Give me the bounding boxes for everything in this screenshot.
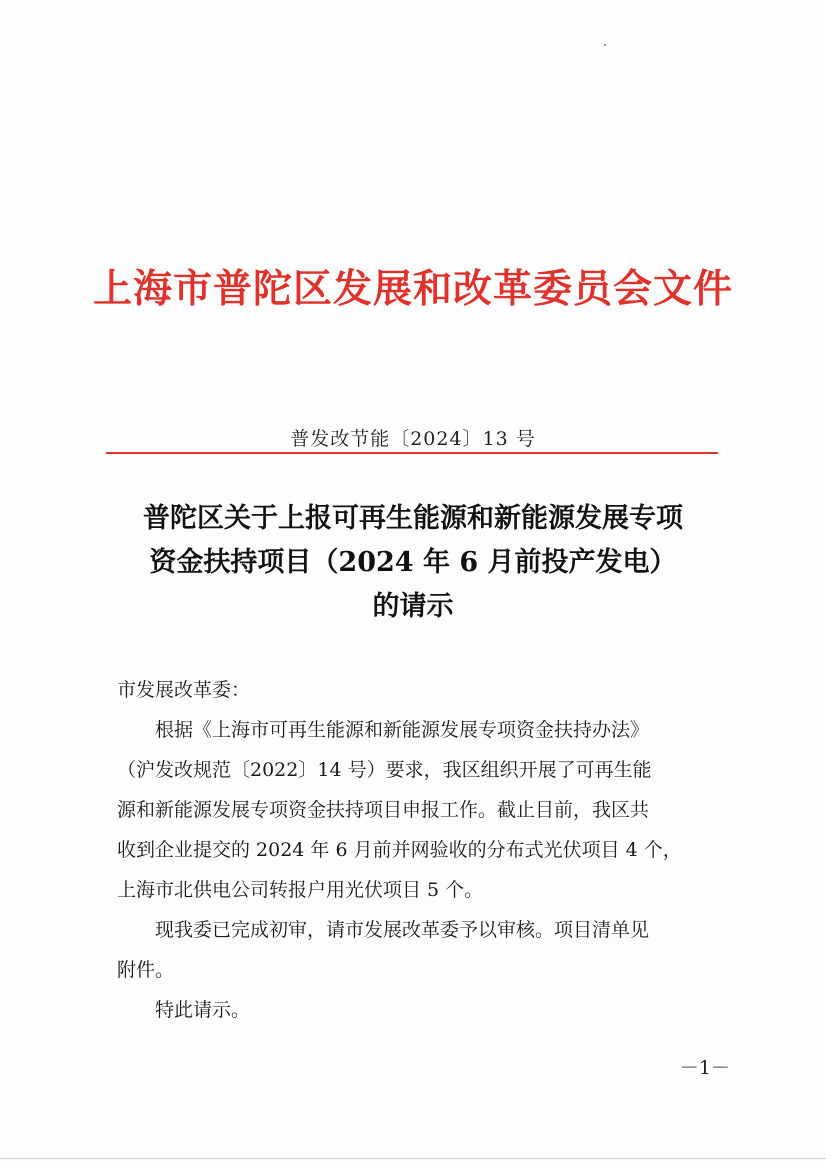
closing-remark: 特此请示。: [155, 999, 251, 1021]
page-number: －1－: [679, 1057, 730, 1079]
document-number: 普发改节能〔2024〕13 号: [290, 428, 536, 450]
paragraph-1-line: 收到企业提交的 2024 年 6 月前并网验收的分布式光伏项目 4 个，: [117, 839, 682, 861]
paragraph-1-line: 上海市北供电公司转报户用光伏项目 5 个。: [117, 879, 484, 901]
paragraph-1-line: （沪发改规范〔2022〕14 号）要求，我区组织开展了可再生能: [117, 759, 652, 781]
title-line-1: 普陀区关于上报可再生能源和新能源发展专项: [143, 503, 683, 534]
paragraph-2-line: 附件。: [117, 959, 175, 981]
paragraph-2-line: 现我委已完成初审，请市发展改革委予以审核。项目清单见: [155, 919, 650, 941]
paragraph-1-line: 源和新能源发展专项资金扶持项目申报工作。截止目前，我区共: [117, 799, 650, 821]
title-line-3: 的请示: [372, 591, 454, 622]
salutation: 市发展改革委：: [117, 679, 251, 701]
scan-speck: [604, 44, 606, 46]
document-body: [117, 670, 713, 1030]
paragraph-1-line: 根据《上海市可再生能源和新能源发展专项资金扶持办法》: [155, 719, 650, 741]
red-separator-rule: [106, 452, 718, 454]
document-title: [0, 497, 826, 629]
issuer-header-title: 上海市普陀区发展和改革委员会文件: [92, 266, 733, 312]
scan-edge-line: [0, 1158, 826, 1159]
title-line-2: 资金扶持项目（2024 年 6 月前投产发电）: [149, 547, 677, 578]
